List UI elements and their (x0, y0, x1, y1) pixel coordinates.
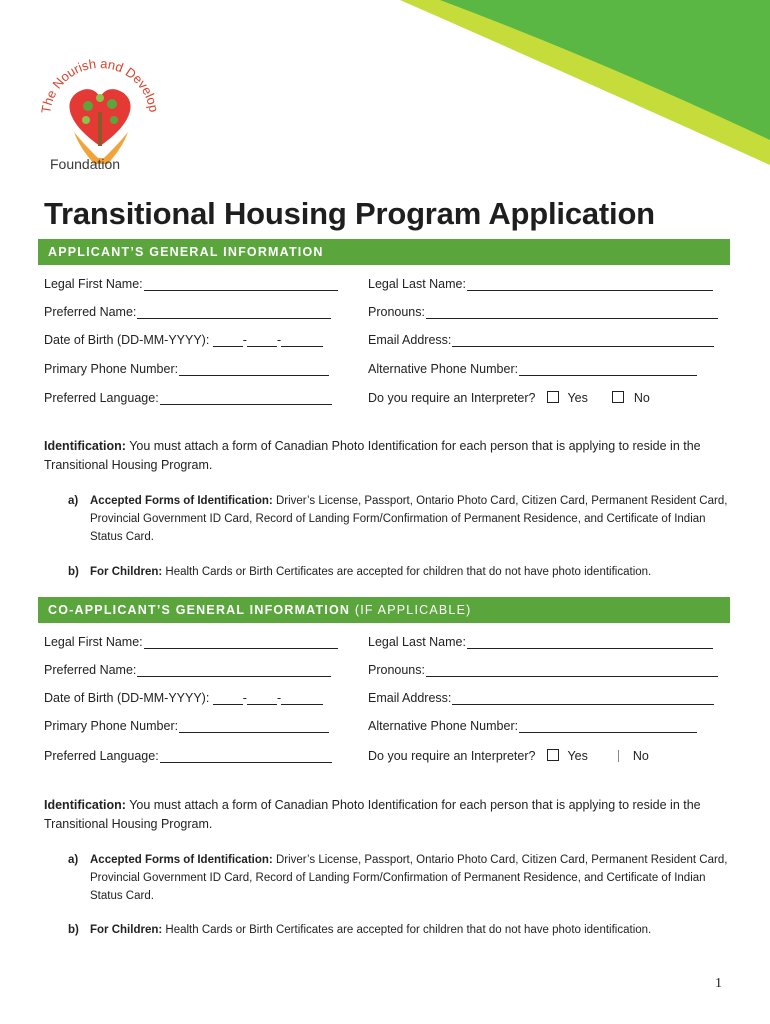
co-applicant-first-name-field[interactable]: Legal First Name: (44, 635, 338, 649)
applicant-alt-phone-field[interactable]: Alternative Phone Number: (368, 362, 697, 376)
co-applicant-dob-field[interactable]: Date of Birth (DD-MM-YYYY): - - (44, 691, 323, 705)
applicant-dob-field[interactable]: Date of Birth (DD-MM-YYYY): - - (44, 333, 323, 347)
applicant-email-field[interactable]: Email Address: (368, 333, 714, 347)
page-number: 1 (715, 976, 722, 991)
interpreter-no-checkbox[interactable] (612, 391, 624, 403)
co-accepted-id-item: a) Accepted Forms of Identification: Driver’s License, Passport, Ontario Photo Card, Citizen Card, Permanent Resident Card, Provincial Government ID Card, Record of Landing Form/Confirmation of Permanent Residence, and Certificate of Indian Status Card. (68, 854, 728, 902)
co-children-id-item: b) For Children: Health Cards or Birth Certificates are accepted for children that do not have photo identification. (68, 924, 652, 936)
co-applicant-primary-phone-field[interactable]: Primary Phone Number: (44, 719, 329, 733)
applicant-first-name-field[interactable]: Legal First Name: (44, 277, 338, 291)
co-applicant-alt-phone-field[interactable]: Alternative Phone Number: (368, 719, 697, 733)
logo-foundation-text: Foundation (50, 156, 121, 172)
interpreter-yes-checkbox[interactable] (547, 391, 559, 403)
foundation-logo (38, 40, 163, 175)
co-interpreter-no-checkbox[interactable] (618, 750, 619, 762)
co-identification-paragraph: Identification: You must attach a form of Canadian Photo Identification for each person that is applying to reside in the Transitional Housing Program. (44, 798, 701, 831)
applicant-primary-phone-field[interactable]: Primary Phone Number: (44, 362, 329, 376)
applicant-interpreter-question: Do you require an Interpreter? Yes No (368, 391, 650, 405)
applicant-language-field[interactable]: Preferred Language: (44, 391, 332, 405)
co-applicant-section-header: CO-APPLICANT’S GENERAL INFORMATION (IF APPLICABLE) (38, 597, 730, 623)
interpreter-yes-label: Yes (567, 391, 588, 405)
children-id-item: b) For Children: Health Cards or Birth Certificates are accepted for children that do not have photo identification. (68, 566, 652, 578)
accepted-id-item: a) Accepted Forms of Identification: Driver’s License, Passport, Ontario Photo Card, Citizen Card, Permanent Resident Card, Provincial Government ID Card, Record of Landing Form/Confirmation of Permanent Residence, and Certificate of Indian Status Card. (68, 495, 728, 543)
svg-text:The Nourish and Develop: The Nourish and Develop (38, 55, 162, 115)
applicant-pronouns-field[interactable]: Pronouns: (368, 305, 718, 319)
co-applicant-pronouns-field[interactable]: Pronouns: (368, 663, 718, 677)
applicant-last-name-field[interactable]: Legal Last Name: (368, 277, 713, 291)
co-applicant-language-field[interactable]: Preferred Language: (44, 749, 332, 763)
co-interpreter-yes-label: Yes (567, 749, 588, 763)
interpreter-no-label: No (633, 391, 650, 405)
co-applicant-preferred-name-field[interactable]: Preferred Name: (44, 663, 331, 677)
co-applicant-interpreter-question: Do you require an Interpreter? Yes No (368, 749, 649, 763)
co-applicant-email-field[interactable]: Email Address: (368, 691, 714, 705)
page-title: Transitional Housing Program Application (44, 196, 655, 231)
applicant-preferred-name-field[interactable]: Preferred Name: (44, 305, 331, 319)
co-interpreter-no-label: No (632, 749, 649, 763)
co-applicant-last-name-field[interactable]: Legal Last Name: (368, 635, 713, 649)
applicant-section-header: APPLICANT’S GENERAL INFORMATION (38, 239, 730, 265)
co-interpreter-yes-checkbox[interactable] (547, 749, 559, 761)
identification-paragraph: Identification: You must attach a form of Canadian Photo Identification for each person that is applying to reside in the Transitional Housing Program. (44, 439, 701, 472)
